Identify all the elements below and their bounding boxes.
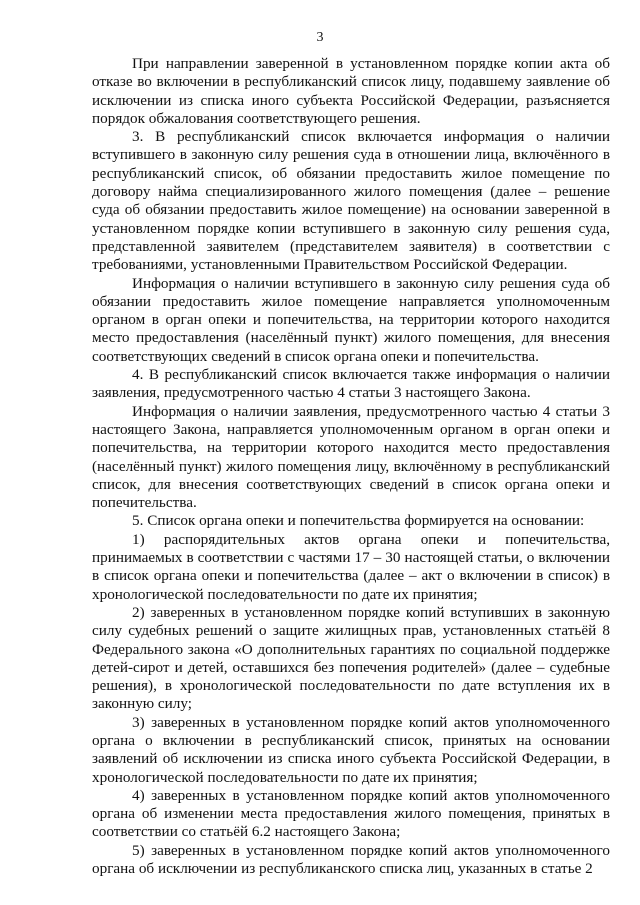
list-item-1: 1) распорядительных актов органа опеки и попечительства, принимаемых в соответствии с частями 17 – 30 настоящей статьи, о включении в список органа опеки и попечительства (далее – акт о включении в список) в хронологической последовательности по дате их принятия; — [92, 530, 610, 603]
list-item-4: 4) заверенных в установленном порядке копий актов уполномоченного органа об изменении места предоставления жилого помещения, принятых в соответствии со статьёй 6.2 настоящего Закона; — [92, 786, 610, 841]
paragraph-application-info-sent: Информация о наличии заявления, предусмотренного частью 4 статьи 3 настоящего Закона, направляется уполномоченным органом в орган опеки и попечительства, на территории которого находится место предоставления (населённый пункт) жилого помещения лицу, включённому в республиканский список, для внесения соответствующих сведений в список органа опеки и попечительства. — [92, 402, 610, 512]
paragraph-5-list-basis: 5. Список органа опеки и попечительства формируется на основании: — [132, 512, 585, 530]
paragraph-3-court-decision: 3. В республиканский список включается информация о наличии вступившего в законную силу решения суда в отношении лица, включённого в республиканский список, об обязании предоставить жилое помещение по договору найма специализированного жилого помещения (далее – решение суда об обязании предоставить жилое помещение) на основании заверенной в установленном порядке копии вступившего в законную силу решения суда, представленной заявителем (представителем заявителя) в соответствии с требованиями, установленными Правительством Российской Федерации. — [92, 128, 610, 274]
paragraph-4-application-info: 4. В республиканский список включается также информация о наличии заявления, предусмотренного частью 4 статьи 3 настоящего Закона. — [92, 366, 610, 402]
paragraph-appeal-procedure: При направлении заверенной в установленном порядке копии акта об отказе во включении в республиканский список лицу, подавшему заявление об исключении из списка иного субъекта Российской Федерации, разъясняется порядок обжалования соответствующего решения. — [92, 55, 610, 127]
list-item-5: 5) заверенных в установленном порядке копий актов уполномоченного органа об исключении из республиканского списка лиц, указанных в статье 2 — [92, 841, 610, 878]
page-number: 3 — [316, 30, 324, 45]
document-body — [92, 55, 610, 878]
paragraph-court-decision-info: Информация о наличии вступившего в законную силу решения суда об обязании предоставить жилое помещение направляется уполномоченным органом в орган опеки и попечительства, на территории которого находится место предоставления (населённый пункт) жилого помещения, для внесения соответствующих сведений в список органа опеки и попечительства. — [92, 274, 610, 365]
list-item-3: 3) заверенных в установленном порядке копий актов уполномоченного органа о включении в республиканский список, принятых на основании заявлений об исключении из списка иного субъекта Российской Федерации, в хронологической последовательности по дате их принятия; — [92, 713, 610, 786]
list-item-2: 2) заверенных в установленном порядке копий вступивших в законную силу судебных решений о защите жилищных прав, установленных статьёй 8 Федерального закона «О дополнительных гарантиях по социальной поддержке детей-сирот и детей, оставшихся без попечения родителей» (далее – судебные решения), в хронологической последовательности по дате вступления их в законную силу; — [92, 603, 610, 713]
